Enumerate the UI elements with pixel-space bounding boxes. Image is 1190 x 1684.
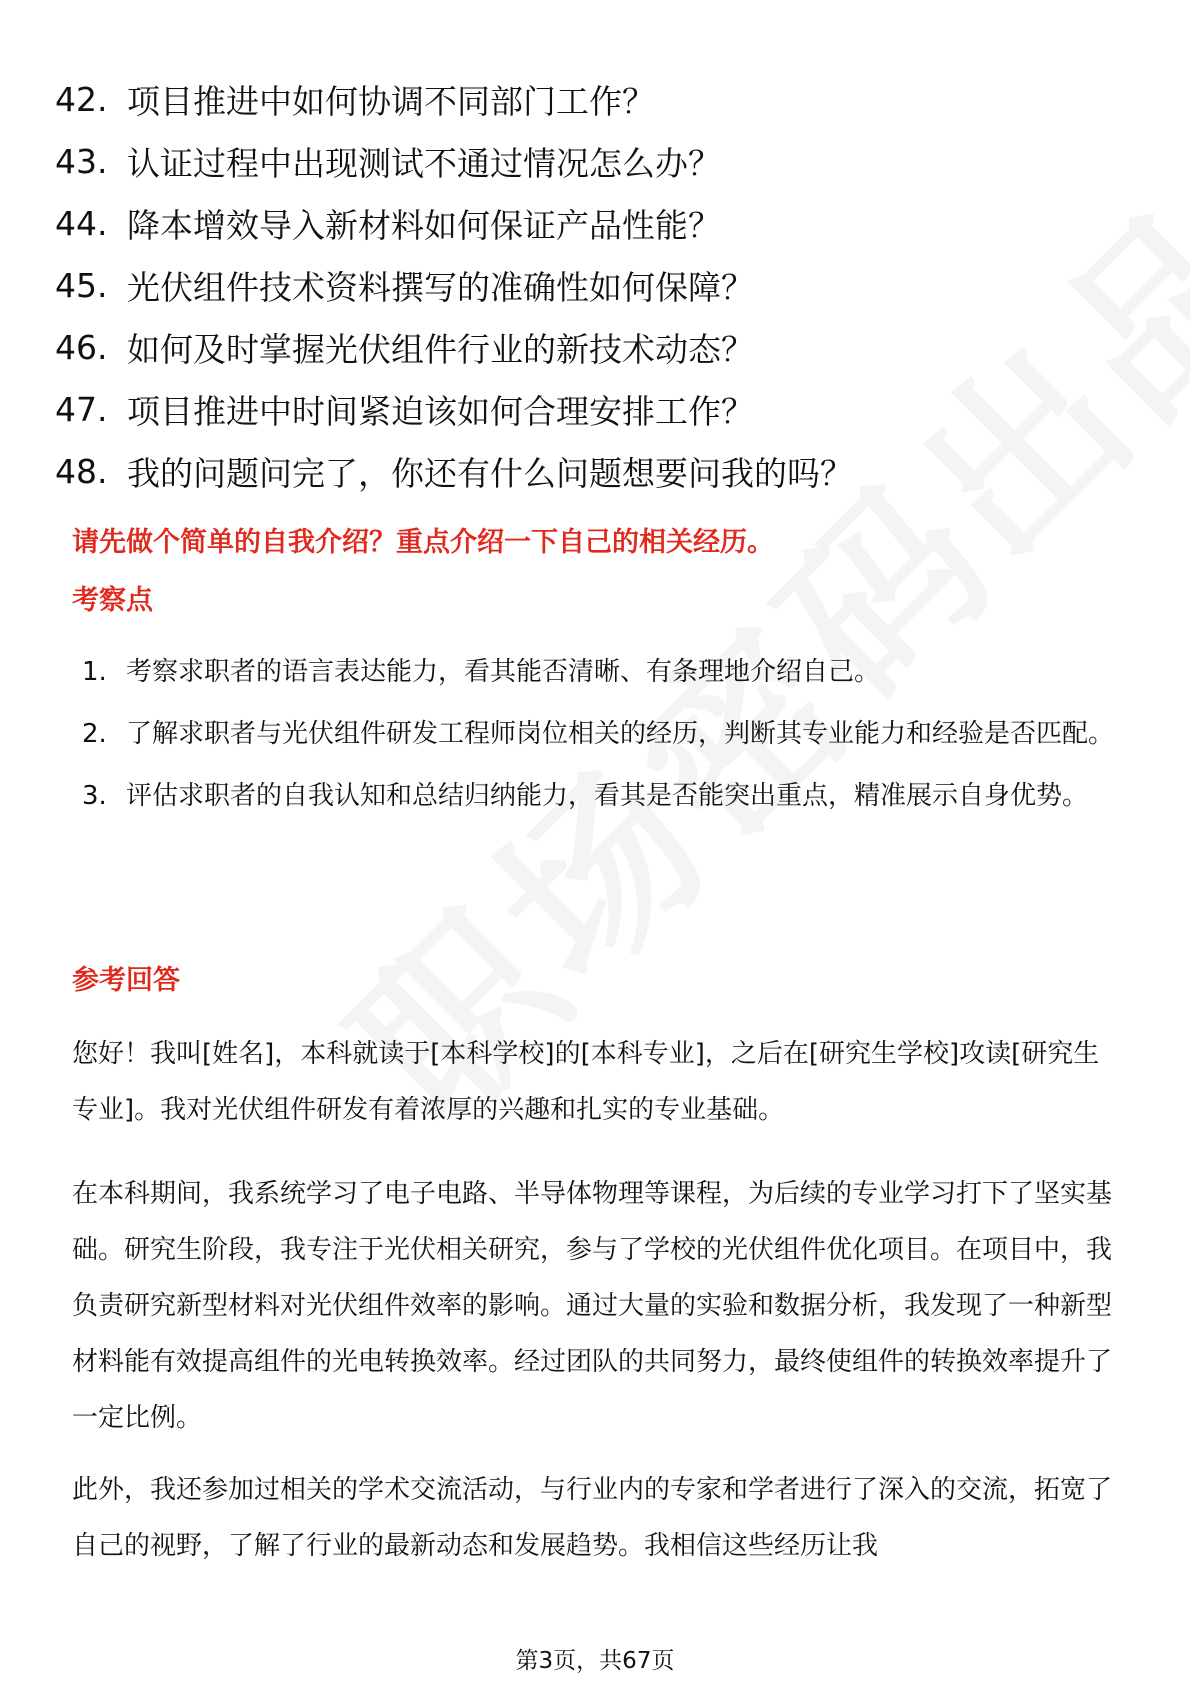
- point-text: 评估求职者的自我认知和总结归纳能力，看其是否能突出重点，精准展示自身优势。: [126, 781, 1089, 811]
- answer-paragraph: 在本科期间，我系统学习了电子电路、半导体物理等课程，为后续的专业学习打下了坚实基础。研究生阶段，我专注于光伏相关研究，参与了学校的光伏组件优化项目。在项目中，我负责研究新型材料对光伏组件效率的影响。通过大量的实验和数据分析，我发现了一种新型材料能有效提高组件的光电转换效率。经过团队的共同努力，最终使组件的转换效率提升了一定比例。: [72, 1179, 1113, 1433]
- answer-heading: 参考回答: [72, 965, 180, 996]
- question-text: 如何及时掌握光伏组件行业的新技术动态？: [127, 329, 754, 369]
- question-text: 项目推进中如何协调不同部门工作？: [127, 81, 655, 121]
- question-text: 降本增效导入新材料如何保证产品性能？: [127, 205, 721, 245]
- point-text: 了解求职者与光伏组件研发工程师岗位相关的经历，判断其专业能力和经验是否匹配。: [126, 719, 1115, 749]
- question-list: [55, 68, 1135, 502]
- point-number: 1.: [82, 657, 107, 687]
- question-number: 43.: [55, 141, 108, 181]
- question-text: 我的问题问完了，你还有什么问题想要问我的吗？: [127, 453, 853, 493]
- question-text: 光伏组件技术资料撰写的准确性如何保障？: [127, 267, 754, 307]
- question-text: 认证过程中出现测试不通过情况怎么办？: [127, 143, 721, 183]
- section-title: 请先做个简单的自我介绍？重点介绍一下自己的相关经历。: [72, 527, 774, 558]
- question-number: 45.: [55, 265, 108, 305]
- question-number: 44.: [55, 203, 108, 243]
- point-text: 考察求职者的语言表达能力，看其能否清晰、有条理地介绍自己。: [126, 657, 881, 687]
- list-item: [55, 130, 1135, 192]
- list-item: [82, 768, 1122, 824]
- list-item: [55, 440, 1135, 502]
- question-text: 项目推进中时间紧迫该如何合理安排工作？: [127, 391, 754, 431]
- answer-paragraph: 您好！我叫[姓名]，本科就读于[本科学校]的[本科专业]，之后在[研究生学校]攻读[研究生专业]。我对光伏组件研发有着浓厚的兴趣和扎实的专业基础。: [72, 1039, 1100, 1125]
- point-number: 2.: [82, 719, 107, 749]
- focus-heading: 考察点: [72, 585, 153, 616]
- list-item: [55, 378, 1135, 440]
- question-number: 47.: [55, 389, 108, 429]
- list-item: [55, 316, 1135, 378]
- list-item: [82, 644, 1122, 700]
- answer-paragraph: 此外，我还参加过相关的学术交流活动，与行业内的专家和学者进行了深入的交流，拓宽了自己的视野，了解了行业的最新动态和发展趋势。我相信这些经历让我: [72, 1475, 1113, 1561]
- list-item: [55, 254, 1135, 316]
- list-item: [55, 68, 1135, 130]
- question-number: 46.: [55, 327, 108, 367]
- page-footer: 第3页，共67页: [515, 1648, 675, 1674]
- focus-points: [82, 644, 1122, 830]
- question-number: 48.: [55, 451, 108, 491]
- point-number: 3.: [82, 781, 107, 811]
- list-item: [82, 706, 1122, 762]
- list-item: [55, 192, 1135, 254]
- question-number: 42.: [55, 79, 108, 119]
